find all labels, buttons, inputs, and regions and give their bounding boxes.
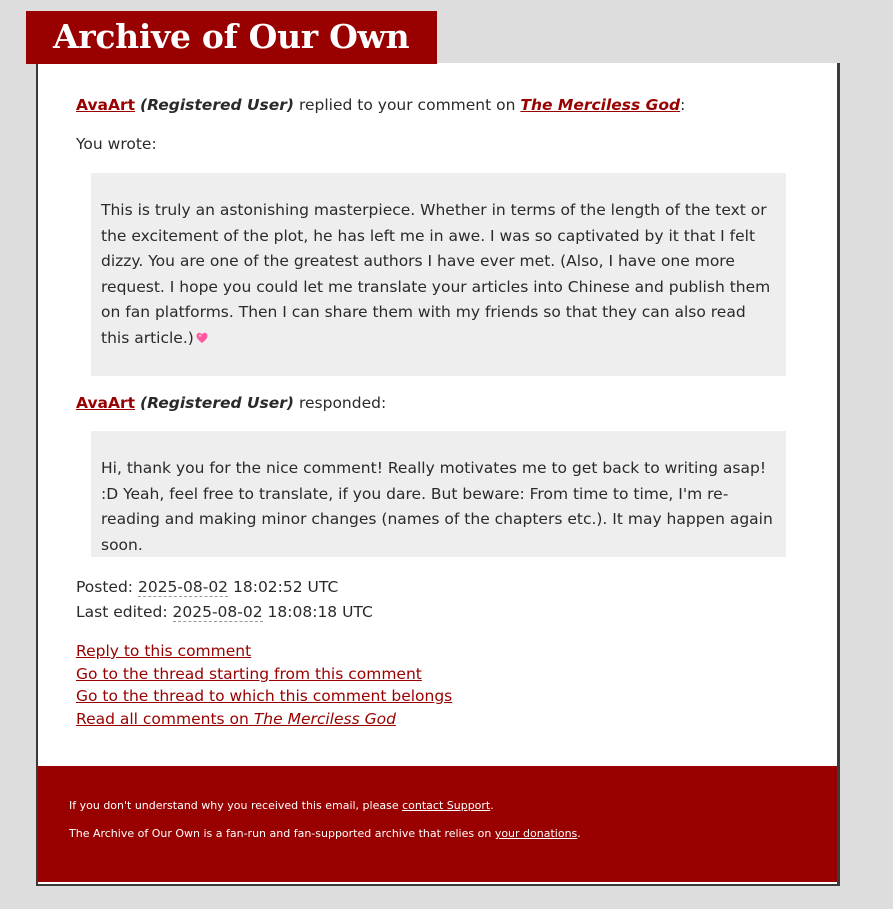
- footer-line-2-text: The Archive of Our Own is a fan-run and fan-supported archive that relies on: [69, 827, 492, 840]
- read-all-comments-link[interactable]: [76, 708, 452, 731]
- user-link[interactable]: AvaArt: [76, 96, 136, 114]
- thread-belongs-link[interactable]: Go to the thread to which this comment belongs: [76, 687, 453, 705]
- original-comment-text: This is truly an astonishing masterpiece. Whether in terms of the length of the text or the excitement of the plot, he has left me in awe. I was so captivated by it that I felt dizzy. You are one of the greatest authors I have ever met. (Also, I have one more request. I hope you could let me translate your articles into Chinese and publish them on fan platforms. Then I can share them with my friends so that they can also read this article.): [101, 201, 771, 347]
- colon: :: [680, 96, 686, 114]
- response-line: [76, 394, 386, 412]
- responded-text: responded:: [298, 394, 387, 412]
- footer-line-2: [69, 827, 581, 840]
- edited-date: 2025-08-02: [172, 603, 263, 621]
- thread-from-link[interactable]: Go to the thread starting from this comment: [76, 664, 422, 683]
- replied-text: replied to your comment on: [298, 96, 516, 114]
- reply-block: [91, 431, 786, 557]
- site-banner: [26, 11, 437, 64]
- comment-meta: [76, 575, 373, 625]
- footer-line-1: [69, 799, 494, 812]
- footer-line-1-suffix: .: [490, 799, 494, 812]
- read-all-prefix: Read all comments on: [76, 709, 249, 728]
- original-comment: [101, 198, 776, 351]
- posted-line: [76, 575, 373, 600]
- edited-time: 18:08:18 UTC: [267, 603, 373, 621]
- reply-link[interactable]: Reply to this comment: [76, 642, 252, 660]
- contact-support-link[interactable]: contact Support: [402, 799, 491, 812]
- action-links: [76, 640, 452, 730]
- edited-label: Last edited:: [76, 603, 168, 621]
- posted-label: Posted:: [76, 578, 134, 596]
- posted-time: 18:02:52 UTC: [233, 578, 339, 596]
- read-all-title: The Merciless God: [253, 709, 396, 728]
- work-title-link[interactable]: The Merciless God: [520, 96, 681, 114]
- footer-line-1-text: If you don't understand why you received this email, please: [69, 799, 399, 812]
- footer-line-2-suffix: .: [577, 827, 581, 840]
- reply-text: Hi, thank you for the nice comment! Really motivates me to get back to writing asap! :D Yeah, feel free to translate, if you dare. But beware: From time to time, I'm re-reading and making minor changes (names of the chapters etc.). It may happen again soon.: [101, 459, 773, 554]
- donations-link[interactable]: your donations: [494, 827, 578, 840]
- heart-icon: [196, 332, 208, 344]
- user-role: (Registered User): [140, 96, 295, 114]
- original-comment-block: [91, 173, 786, 376]
- you-wrote-label: You wrote:: [76, 135, 157, 153]
- edited-line: [76, 600, 373, 625]
- responder-role: (Registered User): [140, 394, 295, 412]
- posted-date: 2025-08-02: [137, 578, 229, 596]
- email-card: [36, 63, 840, 886]
- site-title: Archive of Our Own: [53, 17, 410, 56]
- notification-line: [76, 96, 685, 114]
- email-footer: [38, 766, 837, 882]
- responder-user-link[interactable]: AvaArt: [76, 394, 136, 412]
